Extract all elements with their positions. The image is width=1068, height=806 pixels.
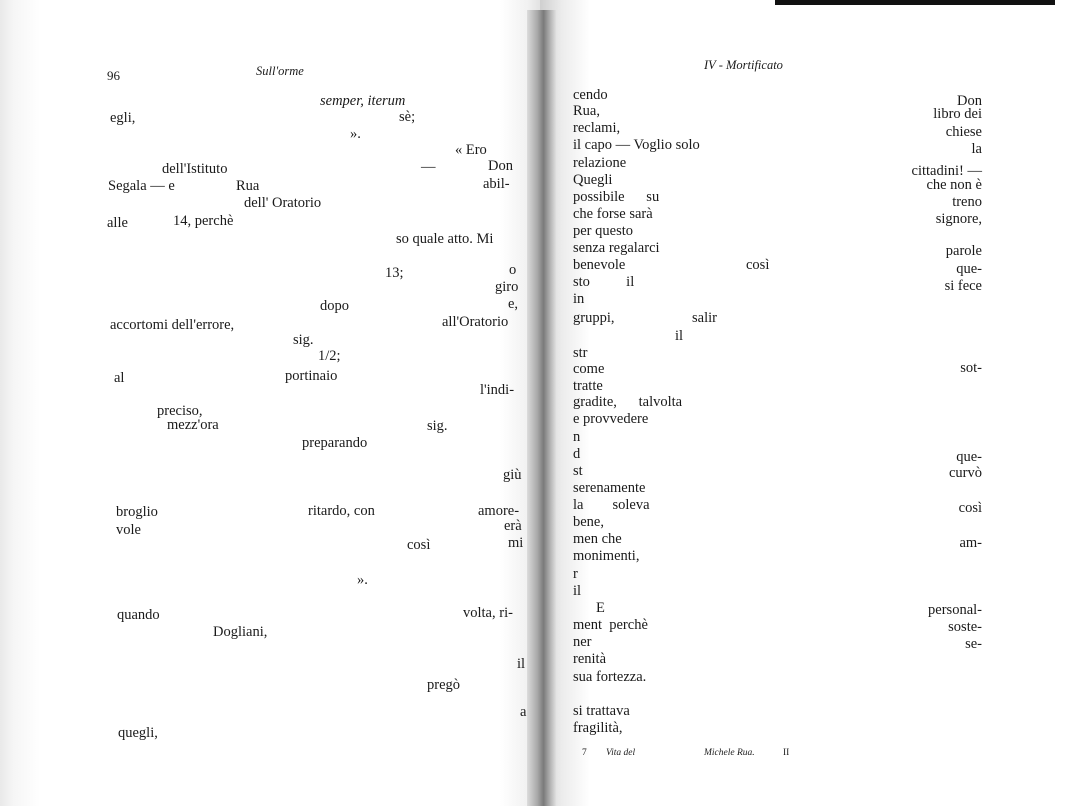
text-fragment: amore- — [478, 503, 520, 519]
text-fragment: gruppi, — [573, 310, 615, 326]
text-fragment: que- — [956, 261, 982, 277]
text-fragment: Dogliani, — [213, 624, 268, 640]
text-fragment: fragilità, — [573, 720, 623, 736]
text-fragment: volta, ri- — [463, 605, 513, 621]
text-fragment: al — [114, 370, 125, 386]
text-fragment: am- — [959, 535, 982, 551]
text-fragment: preparando — [302, 435, 368, 451]
text-fragment: portinaio — [285, 368, 338, 384]
text-fragment: alle — [107, 215, 128, 231]
top-rule — [775, 0, 1055, 5]
footer-name: Michele Rua. — [704, 748, 755, 758]
footer-volume: II — [783, 748, 790, 758]
text-fragment: E — [596, 600, 605, 616]
running-head-left: Sull'orme — [256, 64, 304, 78]
text-fragment: e, — [508, 296, 519, 312]
page-number: 96 — [107, 68, 120, 83]
text-fragment: dell' Oratorio — [244, 195, 322, 211]
text-fragment: Quegli — [573, 172, 613, 188]
text-fragment: Don — [957, 93, 982, 109]
book-gutter — [527, 10, 557, 806]
text-fragment: libro dei — [933, 106, 982, 122]
text-fragment: abil- — [483, 176, 510, 192]
text-fragment: soste- — [948, 619, 982, 635]
text-fragment: il — [573, 583, 582, 599]
text-fragment: 14, perchè — [173, 213, 234, 229]
text-fragment: dopo — [320, 298, 349, 314]
text-fragment: il — [517, 656, 526, 672]
text-fragment: serenamente — [573, 480, 646, 496]
text-fragment: salir — [692, 310, 717, 326]
text-fragment: men che — [573, 531, 622, 547]
text-fragment: st — [573, 463, 583, 479]
text-fragment: vole — [116, 522, 141, 538]
text-fragment: senza regalarci — [573, 240, 660, 256]
text-fragment: reclami, — [573, 120, 621, 136]
text-fragment: o — [509, 262, 517, 278]
text-fragment: Rua — [236, 178, 260, 194]
text-fragment: si trattava — [573, 703, 630, 719]
text-fragment: sè; — [399, 109, 416, 125]
text-fragment: curvò — [948, 465, 982, 481]
text-fragment: personal- — [928, 602, 982, 618]
text-fragment: dell'Istituto — [162, 161, 228, 177]
text-fragment: cendo — [573, 87, 608, 103]
text-fragment: treno — [952, 194, 982, 210]
text-fragment: mezz'ora — [167, 417, 219, 433]
text-fragment: erà — [504, 518, 522, 534]
text-fragment: la — [971, 141, 982, 157]
text-fragment: sot- — [960, 360, 982, 376]
text-fragment: parole — [945, 243, 982, 259]
text-fragment: ». — [357, 572, 368, 588]
text-fragment: la soleva — [573, 497, 650, 513]
text-fragment: si fece — [944, 278, 982, 294]
text-fragment: Segala — e — [108, 178, 175, 194]
text-fragment: pregò — [427, 677, 461, 693]
text-fragment: 1/2; — [318, 348, 341, 364]
text-fragment: 13; — [385, 265, 404, 281]
text-fragment: tratte — [573, 378, 603, 394]
text-fragment: sig. — [293, 332, 314, 348]
text-fragment: così — [958, 500, 982, 516]
text-fragment: accortomi dell'errore, — [110, 317, 235, 333]
text-fragment: così — [746, 257, 770, 273]
text-fragment: egli, — [110, 110, 136, 126]
text-fragment: in — [573, 291, 585, 307]
text-fragment: so quale atto. Mi — [396, 231, 494, 247]
text-fragment: mi — [508, 535, 524, 551]
text-fragment: il — [675, 328, 684, 344]
text-fragment: d — [573, 446, 581, 462]
text-fragment: giù — [503, 467, 522, 483]
text-fragment: preciso, — [157, 403, 203, 419]
text-fragment: che forse sarà — [573, 206, 653, 222]
text-fragment: semper, iterum — [320, 93, 406, 109]
text-fragment: gradite, talvolta — [573, 394, 683, 410]
text-fragment: se- — [965, 636, 982, 652]
text-fragment: broglio — [116, 504, 158, 520]
text-fragment: quando — [117, 607, 160, 623]
footer-signature: 7 — [582, 748, 587, 758]
text-fragment: possibile su — [573, 189, 660, 205]
text-fragment: il capo — Voglio solo — [573, 137, 700, 153]
footer-title: Vita del — [606, 748, 636, 758]
text-fragment: r — [573, 566, 578, 582]
text-fragment: renità — [573, 651, 607, 667]
text-fragment: e provvedere — [573, 411, 649, 427]
text-fragment: signore, — [935, 211, 982, 227]
text-fragment: monimenti, — [573, 548, 640, 564]
text-fragment: a — [520, 704, 527, 720]
text-fragment: all'Oratorio — [442, 314, 509, 330]
text-fragment: relazione — [573, 155, 627, 171]
text-fragment: ritardo, con — [308, 503, 375, 519]
text-fragment: chiese — [945, 124, 982, 140]
text-fragment: sua fortezza. — [573, 669, 647, 685]
text-fragment: — — [421, 159, 436, 175]
text-fragment: come — [573, 361, 605, 377]
text-fragment: « Ero — [455, 142, 487, 158]
running-head-right: IV - Mortificato — [704, 58, 783, 72]
text-fragment: Don — [488, 158, 513, 174]
text-fragment: per questo — [573, 223, 633, 239]
text-fragment: sig. — [427, 418, 448, 434]
text-fragment: sto il — [573, 274, 635, 290]
text-fragment: n — [573, 429, 581, 445]
text-fragment: bene, — [573, 514, 604, 530]
text-fragment: ment perchè — [573, 617, 648, 633]
text-fragment: che non è — [926, 177, 982, 193]
text-fragment: benevole — [573, 257, 626, 273]
text-fragment: que- — [956, 449, 982, 465]
text-fragment: Rua, — [573, 103, 600, 119]
text-fragment: giro — [495, 279, 519, 295]
text-fragment: l'indi- — [480, 382, 515, 398]
text-fragment: quegli, — [118, 725, 158, 741]
text-fragment: str — [573, 345, 588, 361]
text-fragment: così — [407, 537, 431, 553]
text-fragment: ner — [573, 634, 592, 650]
text-fragment: cittadini! — — [911, 163, 982, 179]
text-fragment: ». — [350, 126, 361, 142]
